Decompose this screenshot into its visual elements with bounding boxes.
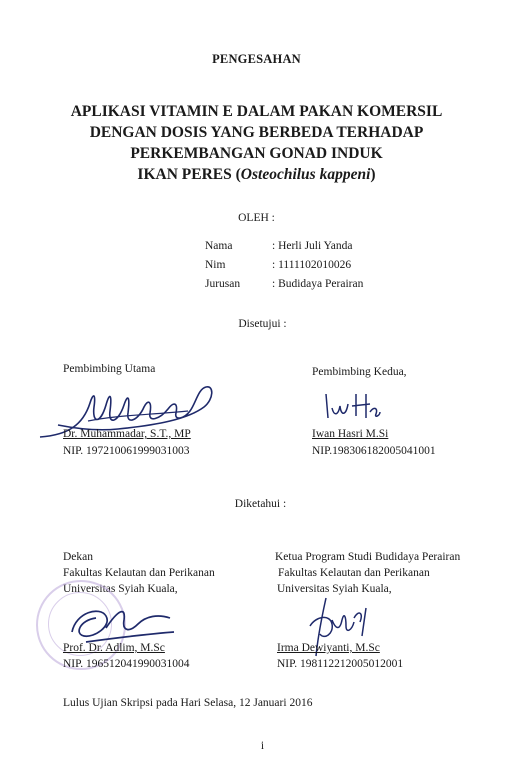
dekan-faculty: Fakultas Kelautan dan Perikanan [63, 567, 215, 579]
dekan-university: Universitas Syiah Kuala, [63, 583, 178, 595]
page-heading: PENGESAHAN [212, 52, 301, 66]
dekan-title: Dekan [63, 551, 94, 563]
signature-pembimbing-kedua [322, 390, 382, 424]
title-line-2: DENGAN DOSIS YANG BERBEDA TERHADAP [89, 124, 424, 141]
diketahui-label: Diketahui : [234, 498, 287, 510]
ketua-prodi-title: Ketua Program Studi Budidaya Perairan [275, 551, 461, 563]
title-line-3: PERKEMBANGAN GONAD INDUK [130, 145, 383, 162]
ketua-prodi-university: Universitas Syiah Kuala, [277, 583, 392, 595]
identity-label-nim: Nim [205, 259, 226, 271]
pembimbing-utama-name: Dr. Muhammadar, S.T., MP [63, 428, 191, 440]
thesis-title [0, 101, 513, 185]
pembimbing-kedua-nip: NIP.198306182005041001 [312, 445, 436, 457]
identity-value-jurusan: : Budidaya Perairan [272, 278, 364, 290]
disetujui-label: Disetujui : [238, 318, 287, 330]
graduation-statement: Lulus Ujian Skripsi pada Hari Selasa, 12 Januari 2016 [63, 697, 313, 709]
pembimbing-utama-role: Pembimbing Utama [63, 363, 156, 375]
page-number: i [260, 740, 265, 752]
ketua-prodi-faculty: Fakultas Kelautan dan Perikanan [278, 567, 430, 579]
identity-label-jurusan: Jurusan [205, 278, 241, 290]
title-line-4 [0, 164, 513, 185]
identity-value-nim: : 1111102010026 [272, 259, 352, 271]
oleh-label: OLEH : [238, 212, 275, 224]
identity-value-nama: : Herli Juli Yanda [272, 240, 353, 252]
title-line-4-prefix: IKAN PERES ( [137, 166, 241, 183]
dekan-name: Prof. Dr. Adlim, M.Sc [63, 642, 165, 654]
ketua-prodi-name: Irma Dewiyanti, M.Sc [277, 642, 380, 654]
pembimbing-utama-nip: NIP. 197210061999031003 [63, 445, 190, 457]
title-line-1: APLIKASI VITAMIN E DALAM PAKAN KOMERSIL [70, 103, 443, 120]
pembimbing-kedua-role: Pembimbing Kedua, [312, 366, 407, 378]
dekan-nip: NIP. 196512041990031004 [63, 658, 190, 670]
title-line-4-suffix: ) [370, 166, 376, 183]
ketua-prodi-nip: NIP. 198112212005012001 [277, 658, 404, 670]
title-species-name: Osteochilus kappeni [240, 166, 371, 183]
identity-label-nama: Nama [205, 240, 233, 252]
pembimbing-kedua-name: Iwan Hasri M.Si [312, 428, 389, 440]
signature-dekan [66, 602, 176, 646]
